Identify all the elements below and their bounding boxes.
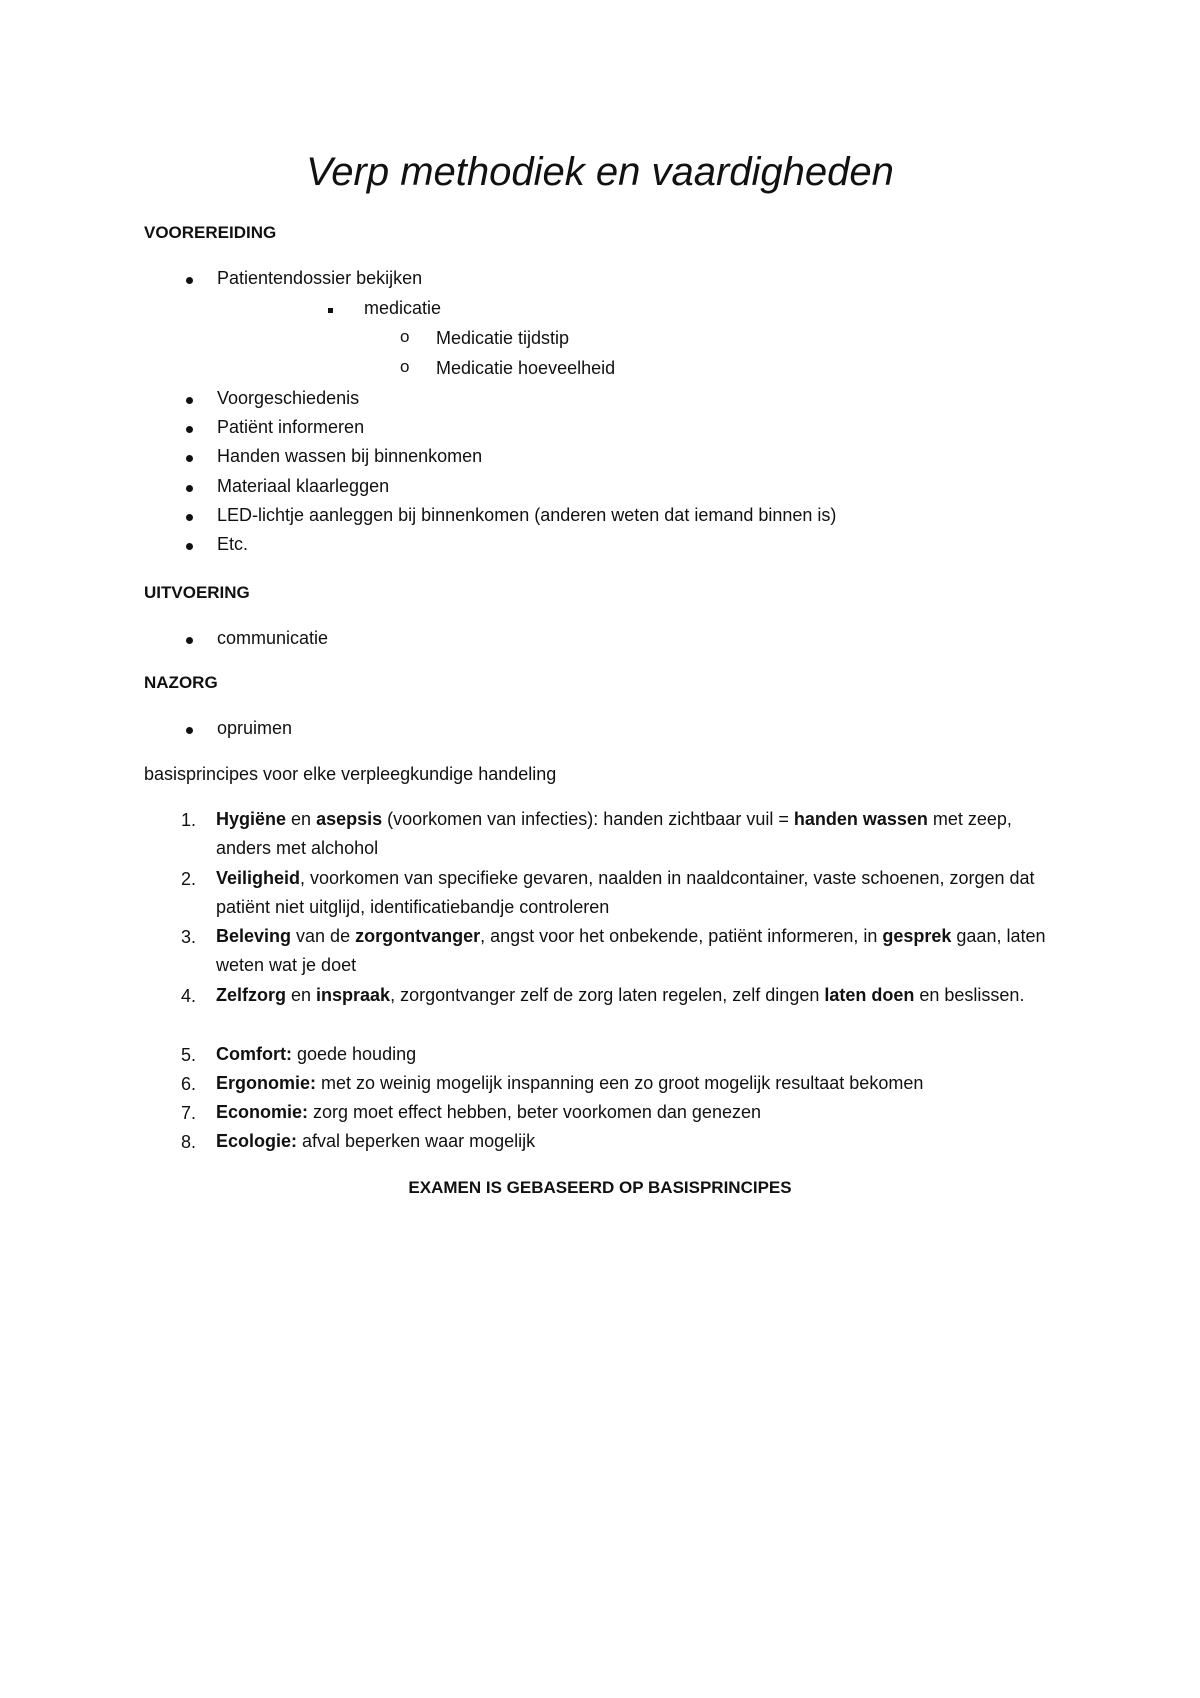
principle-item [216, 981, 1056, 1010]
list-item: Medicatie hoeveelheid [436, 358, 616, 378]
list-item: Handen wassen bij binnenkomen [217, 446, 483, 466]
principle-bold: Ergonomie: [216, 1073, 317, 1093]
principle-text: van de [291, 926, 356, 946]
circle-bullet-icon: o [400, 327, 410, 346]
principle-text: en [286, 985, 317, 1005]
list-number: 7. [180, 1103, 196, 1123]
principles-intro: basisprincipes voor elke verpleegkundige handeling [144, 764, 557, 784]
list-item: medicatie [364, 298, 442, 318]
principle-bold: asepsis [316, 809, 383, 829]
list-number: 2. [180, 869, 196, 889]
exam-note-heading: EXAMEN IS GEBASEERD OP BASISPRINCIPES [408, 1178, 792, 1197]
principle-bold: Hygiëne [216, 809, 287, 829]
principle-text: gaan, laten weten wat je doet [216, 926, 1046, 975]
principle-text: en [286, 809, 317, 829]
list-item: Patiënt informeren [217, 417, 365, 437]
list-item: Medicatie tijdstip [436, 328, 570, 348]
principle-item [216, 1098, 1056, 1127]
principle-bold: handen wassen [793, 809, 928, 829]
principle-item [216, 922, 1056, 980]
principle-text: en beslissen. [914, 985, 1025, 1005]
principle-bold: Zelfzorg [216, 985, 286, 1005]
section-heading-uitvoering: UITVOERING [144, 583, 250, 602]
principle-bold: laten doen [824, 985, 915, 1005]
list-item: Patientendossier bekijken [217, 268, 423, 288]
principle-text: , zorgontvanger zelf de zorg laten regelen, zelf dingen [390, 985, 825, 1005]
principle-item [216, 864, 1056, 922]
list-item: Materiaal klaarleggen [217, 476, 390, 496]
list-number: 4. [180, 986, 196, 1006]
principle-bold: Beleving [216, 926, 292, 946]
principle-text: , voorkomen van specifieke gevaren, naalden in naaldcontainer, vaste schoenen, zorgen dat patiënt niet uitglijd, identificatiebandje controleren [216, 868, 1035, 917]
principle-bold: Ecologie: [216, 1131, 298, 1151]
list-item: communicatie [217, 628, 329, 648]
list-number: 5. [180, 1045, 196, 1065]
principle-item [216, 1127, 1056, 1156]
principle-bold: zorgontvanger [355, 926, 481, 946]
list-item: Etc. [217, 534, 249, 554]
principle-text: , angst voor het onbekende, patiënt informeren, in [480, 926, 883, 946]
list-number: 6. [180, 1074, 196, 1094]
principle-text: met zo weinig mogelijk inspanning een zo groot mogelijk resultaat bekomen [316, 1073, 924, 1093]
principle-bold: inspraak [316, 985, 391, 1005]
list-item: Voorgeschiedenis [217, 388, 360, 408]
principle-item [216, 1040, 1056, 1069]
list-item: LED-lichtje aanleggen bij binnenkomen (anderen weten dat iemand binnen is) [217, 505, 837, 525]
section-heading-voorbereiding: VOOREREIDING [144, 223, 277, 242]
section-heading-nazorg: NAZORG [144, 673, 218, 692]
principle-text: zorg moet effect hebben, beter voorkomen dan genezen [308, 1102, 761, 1122]
list-number: 1. [180, 810, 196, 830]
principle-item [216, 1069, 1056, 1098]
principle-text: goede houding [291, 1044, 417, 1064]
principle-text: (voorkomen van infecties): handen zichtbaar vuil = [382, 809, 794, 829]
principle-bold: Comfort: [216, 1044, 292, 1064]
list-number: 8. [180, 1132, 196, 1152]
principle-bold: gesprek [882, 926, 952, 946]
list-number: 3. [180, 927, 196, 947]
principle-bold: Economie: [216, 1102, 309, 1122]
principle-bold: Veiligheid [216, 868, 301, 888]
principle-item [216, 805, 1056, 863]
principle-text: afval beperken waar mogelijk [297, 1131, 536, 1151]
list-item: opruimen [217, 718, 293, 738]
document-title: Verp methodiek en vaardigheden [306, 150, 894, 194]
principle-text: met zeep, anders met alchohol [216, 809, 1012, 858]
circle-bullet-icon: o [400, 357, 410, 376]
